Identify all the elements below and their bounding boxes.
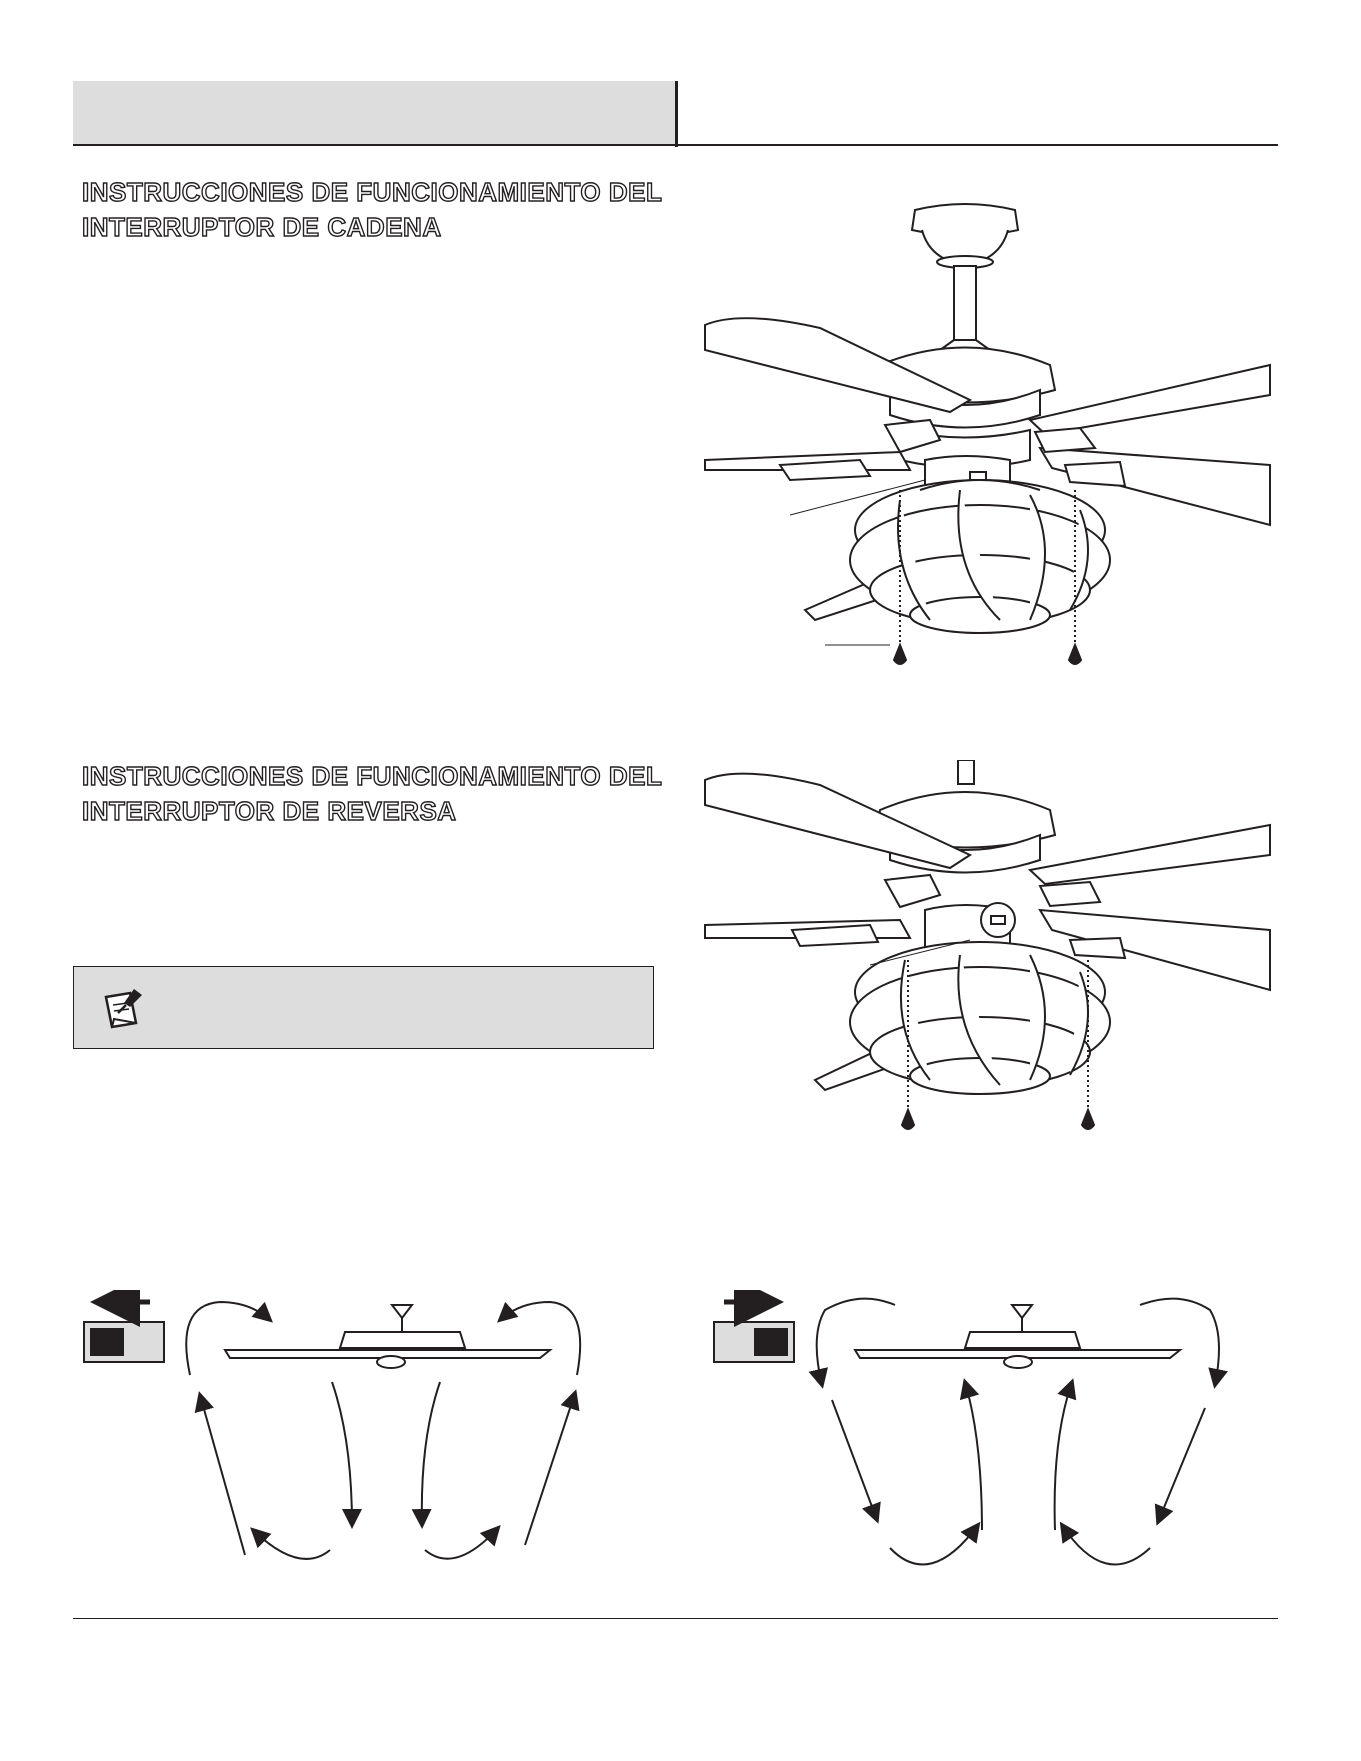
header-title-panel [73, 81, 675, 145]
reverse-switch-left-position [84, 1302, 164, 1362]
airflow-upward-diagram [710, 1290, 1230, 1570]
airflow-downward-diagram [80, 1290, 600, 1570]
note-box [73, 966, 654, 1049]
reverse-switch-heading-line1: INSTRUCCIONES DE FUNCIONAMIENTO DEL [82, 761, 663, 791]
note-pin-icon [100, 985, 148, 1033]
fan-pull-chain-illustration [700, 190, 1280, 680]
fan-reverse-switch-illustration [700, 760, 1280, 1140]
reverse-switch-heading-line2: INTERRUPTOR DE REVERSA [82, 796, 457, 826]
footer-rule [73, 1618, 1278, 1619]
pull-chain-heading-line2: INTERRUPTOR DE CADENA [82, 212, 442, 242]
header-divider [675, 81, 678, 147]
header-rule [73, 144, 1278, 146]
reverse-switch-right-position [714, 1302, 794, 1362]
reverse-switch-heading [82, 759, 662, 829]
pull-chain-heading-line1: INSTRUCCIONES DE FUNCIONAMIENTO DEL [82, 177, 663, 207]
pull-chain-heading [82, 175, 662, 245]
